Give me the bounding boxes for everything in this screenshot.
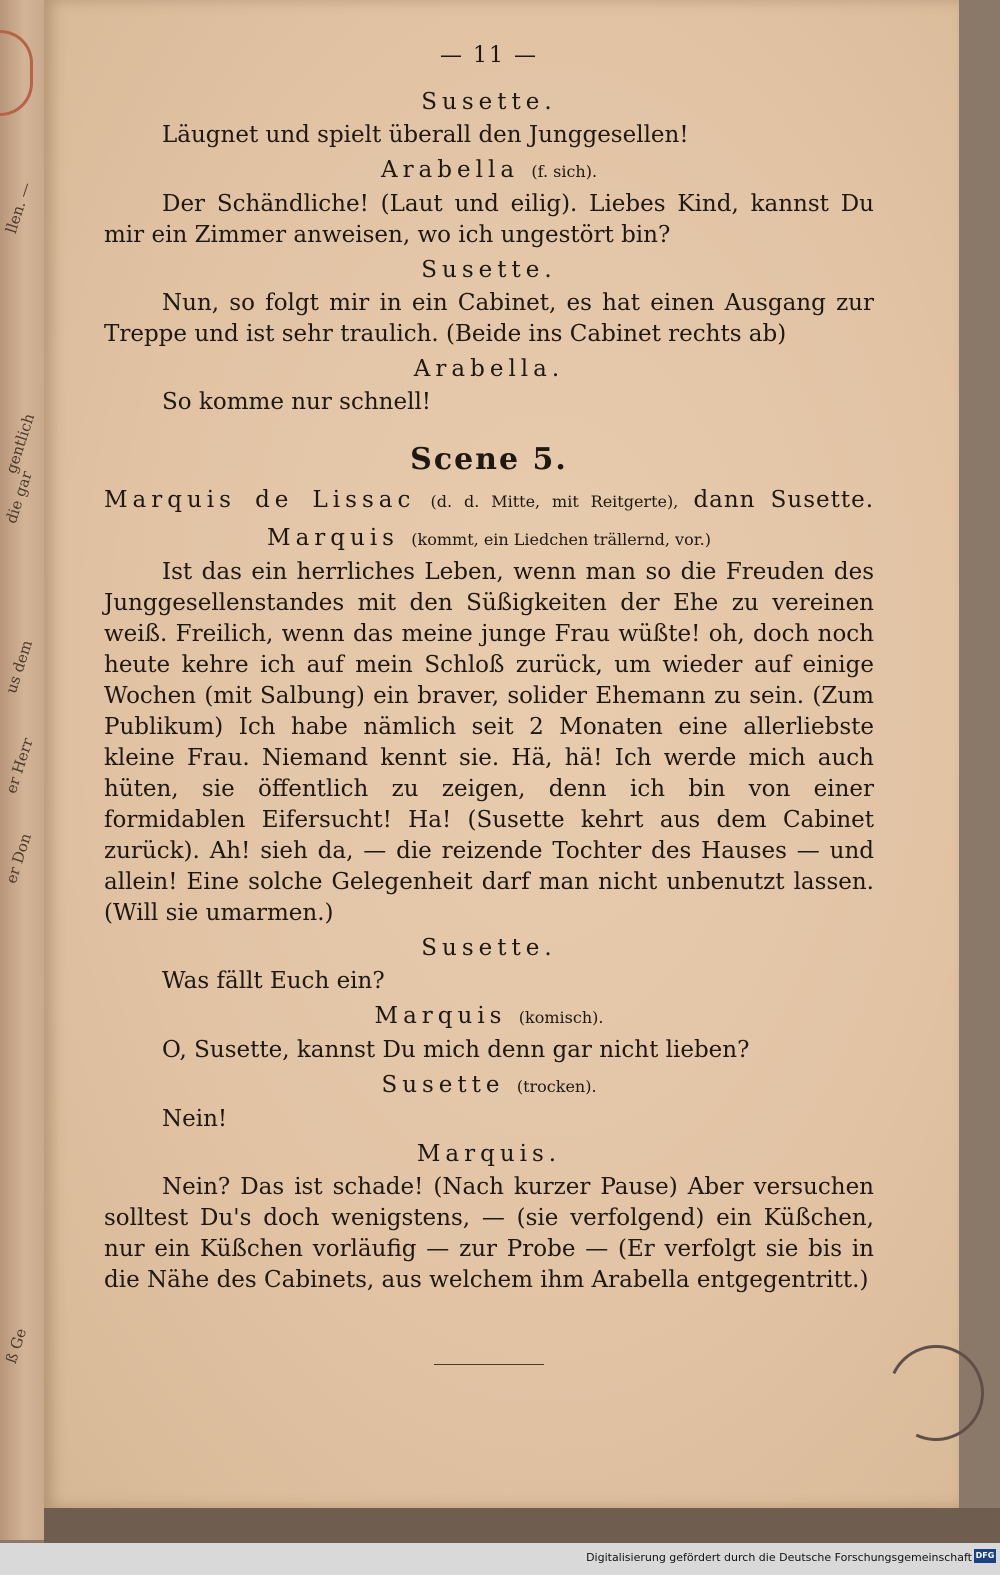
previous-page-fragment: ß Ge <box>2 1326 31 1366</box>
previous-page-fragment: us dem <box>2 637 37 696</box>
speaker-label: Susette. <box>421 257 557 283</box>
previous-page-fragment: er Don <box>2 830 36 886</box>
speaker-label: Susette <box>381 1072 505 1098</box>
page-number: — 11 — <box>440 43 538 68</box>
speaker-name <box>104 155 874 187</box>
speech-text: So komme nur schnell! <box>162 389 432 415</box>
stage-direction: (kommt, ein Liedchen trällernd, vor.) <box>411 530 711 549</box>
scene-heading: Scene 5. <box>410 442 568 477</box>
speaker-name <box>104 255 874 286</box>
scene-cast-name: Marquis de Lissac <box>104 487 416 513</box>
speech-text: Der Schändliche! (Laut und eilig). Liebes Kind, kannst Du mir ein Zimmer anweisen, wo ich ungestört bin? <box>104 191 874 248</box>
speaker-label: Marquis. <box>416 1141 562 1167</box>
speech-text: Nun, so folgt mir in ein Cabinet, es hat einen Ausgang zur Treppe und ist sehr traulich. (Beide ins Cabinet rechts ab) <box>104 290 874 347</box>
scan-background <box>44 1508 1000 1543</box>
scene-cast-rest: dann Susette. <box>693 487 875 513</box>
stage-direction: (trocken). <box>516 1077 597 1096</box>
speaker-name <box>104 1001 874 1033</box>
speaker-name <box>104 354 874 385</box>
dialogue-part-1 <box>104 87 874 418</box>
speech-text: Läugnet und spielt überall den Junggesellen! <box>162 122 689 148</box>
previous-page-fragment: er Herr <box>2 735 37 796</box>
speech-text: Was fällt Euch ein? <box>162 968 385 994</box>
speaker-name <box>104 1139 874 1170</box>
previous-page-fragment: gentlich <box>2 411 39 476</box>
speaker-label: Arabella. <box>413 356 565 382</box>
stage-direction: (f. sich). <box>531 162 598 181</box>
previous-page-edge <box>0 0 45 1540</box>
scene-cast-direction: (d. d. Mitte, mit Reitgerte), <box>430 492 679 511</box>
end-rule <box>434 1364 544 1365</box>
speaker-name <box>104 933 874 964</box>
page-text <box>104 40 874 1365</box>
speaker-name <box>104 1070 874 1102</box>
speaker-label: Marquis <box>374 1003 507 1029</box>
speech-text: O, Susette, kannst Du mich denn gar nicht lieben? <box>162 1037 750 1063</box>
speaker-label: Susette. <box>421 935 557 961</box>
dfg-logo: DFG <box>974 1549 996 1563</box>
speech-text: Ist das ein herrliches Leben, wenn man so die Freuden des Junggesellenstandes mit den Süßigkeiten der Ehe zu vereinen weiß. Freilich, wenn das meine junge Frau wüßte! oh, doch noch heute kehre ich auf mein Schloß zurück, um wieder auf einige Wochen (mit Salbung) ein braver, solider Ehemann zu sein. (Zum Publikum) Ich habe nämlich seit 2 Monaten eine allerliebste kleine Frau. Niemand kennt sie. Hä, hä! Ich werde mich auch hüten, sie öffentlich zu zeigen, denn ich bin von einer formidablen Eifersucht! Ha! (Susette kehrt aus dem Cabinet zurück). Ah! sieh da, — die reizende Tochter des Hauses — und allein! Eine solche Gelegenheit darf man nicht unbenutzt lassen. (Will sie umarmen.) <box>104 559 874 926</box>
speaker-label: Arabella <box>380 157 520 183</box>
previous-page-fragment: llen. — <box>2 179 36 236</box>
speech-text: Nein? Das ist schade! (Nach kurzer Pause) Aber versuchen solltest Du's doch wenigstens, — (sie verfolgend) ein Küßchen, nur ein Küßchen vorläufig — zur Probe — (Er verfolgt sie bis in die Nähe des Cabinets, aus welchem ihm Arabella entgegentritt.) <box>104 1174 874 1293</box>
footer-credit: Digitalisierung gefördert durch die Deutsche Forschungsgemeinschaft <box>586 1551 972 1564</box>
scene-cast <box>104 485 874 517</box>
speaker-name <box>104 523 874 555</box>
speaker-name <box>104 87 874 118</box>
dialogue-part-2 <box>104 523 874 1296</box>
speaker-label: Marquis <box>267 525 399 551</box>
speaker-label: Susette. <box>421 89 557 115</box>
previous-page-fragment: die gar <box>2 468 36 526</box>
stage-direction: (komisch). <box>518 1008 604 1027</box>
speech-text: Nein! <box>162 1106 228 1132</box>
